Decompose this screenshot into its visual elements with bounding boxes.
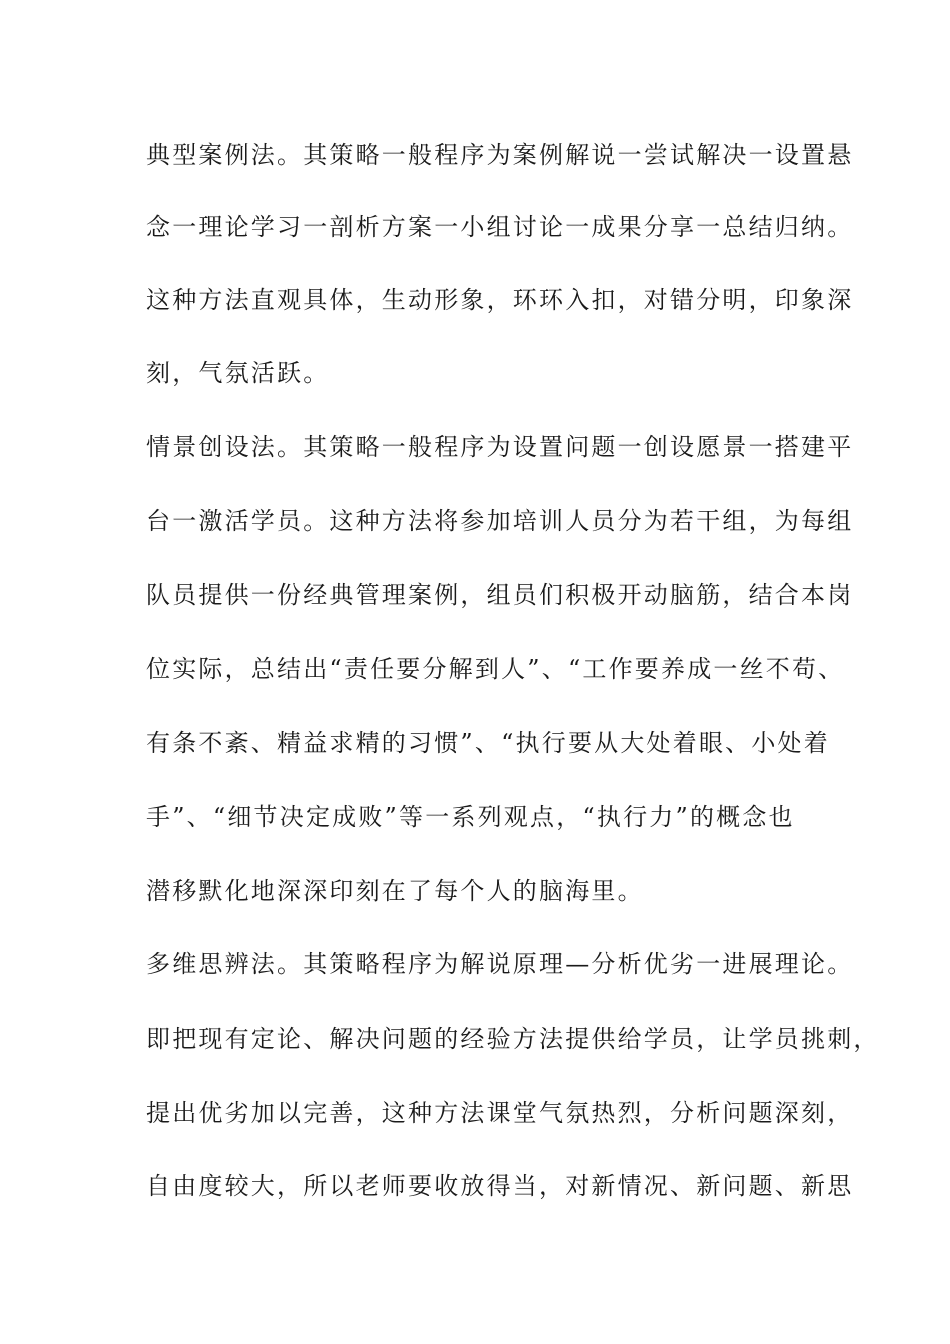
text-line: 自由度较大，所以老师要收放得当，对新情况、新问题、新思	[146, 1172, 854, 1200]
text-line: 队员提供一份经典管理案例，组员们积极开动脑筋，结合本岗	[146, 581, 854, 609]
text-line: 提出优劣加以完善，这种方法课堂气氛热烈，分析问题深刻，	[146, 1099, 854, 1127]
text-line: 这种方法直观具体，生动形象，环环入扣，对错分明，印象深	[146, 286, 854, 314]
text-line: 手”、“细节决定成败”等一系列观点，“执行力”的概念也	[146, 803, 795, 831]
text-line: 潜移默化地深深印刻在了每个人的脑海里。	[146, 877, 644, 905]
text-line: 即把现有定论、解决问题的经验方法提供给学员，让学员挑刺，	[146, 1025, 880, 1053]
text-line: 有条不紊、精益求精的习惯”、“执行要从大处着眼、小处着	[146, 729, 830, 757]
text-line: 念一理论学习一剖析方案一小组讨论一成果分享一总结归纳。	[146, 213, 854, 241]
text-line: 多维思辨法。其策略程序为解说原理—分析优劣一进展理论。	[146, 950, 854, 978]
text-line: 典型案例法。其策略一般程序为案例解说一尝试解决一设置悬	[146, 141, 854, 169]
text-line: 刻，气氛活跃。	[146, 359, 330, 387]
text-line: 情景创设法。其策略一般程序为设置问题一创设愿景一搭建平	[146, 433, 854, 461]
text-line: 台一激活学员。这种方法将参加培训人员分为若干组，为每组	[146, 507, 854, 535]
text-line: 位实际，总结出“责任要分解到人”、“工作要养成一丝不苟、	[146, 655, 845, 683]
